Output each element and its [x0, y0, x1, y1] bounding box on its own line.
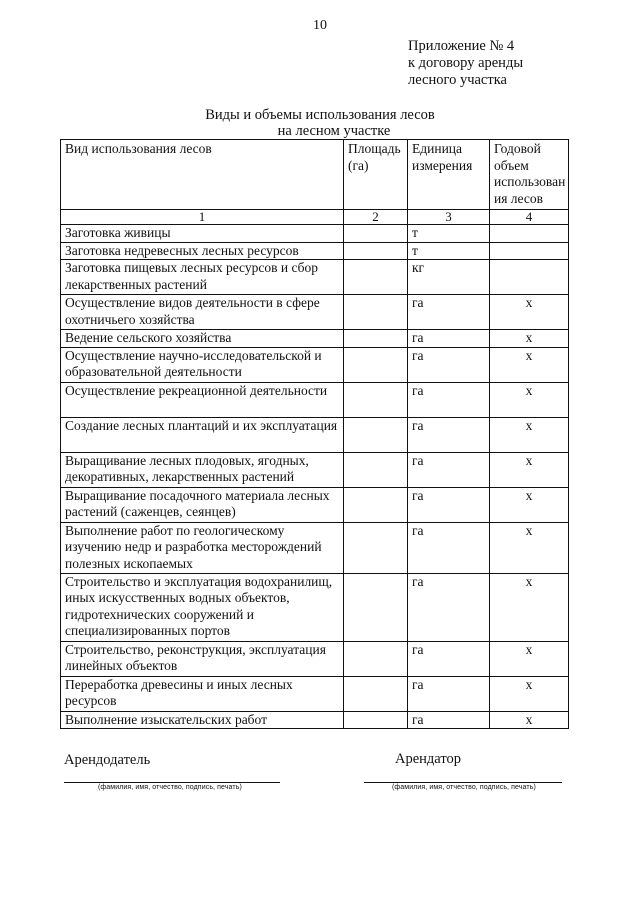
row-use-type: Ведение сельского хозяйства: [61, 330, 344, 348]
row-unit: га: [408, 522, 490, 573]
title-line-2: на лесном участке: [277, 123, 391, 139]
lessor-signature-line: [64, 782, 280, 783]
row-annual-volume: [490, 225, 569, 243]
header-annual-volume: Годовой объем использован ия лесов: [490, 140, 569, 210]
row-use-type: Выполнение работ по геологическому изучению недр и разработка месторождений полезных ископаемых: [61, 522, 344, 573]
row-unit: т: [408, 242, 490, 260]
row-annual-volume: х: [490, 573, 569, 641]
table-row: [61, 711, 569, 729]
row-use-type: Строительство и эксплуатация водохранилищ, иных искусственных водных объектов, гидротехнических сооружений и специализированных портов: [61, 573, 344, 641]
table-row: [61, 573, 569, 641]
table-row: [61, 330, 569, 348]
lessee-signature-line: [364, 782, 562, 783]
row-annual-volume: [490, 242, 569, 260]
row-unit: га: [408, 487, 490, 522]
row-unit: га: [408, 641, 490, 676]
header-unit: Единица измерения: [408, 140, 490, 210]
table-row: [61, 260, 569, 295]
header-use-type: Вид использования лесов: [61, 140, 344, 210]
appendix-line-3: лесного участка: [408, 72, 507, 88]
row-area: [344, 641, 408, 676]
row-annual-volume: х: [490, 347, 569, 382]
row-use-type: Выращивание посадочного материала лесных растений (саженцев, сеянцев): [61, 487, 344, 522]
row-annual-volume: х: [490, 641, 569, 676]
column-number-row: [61, 210, 569, 225]
row-use-type: Создание лесных плантаций и их эксплуатация: [61, 417, 344, 452]
row-area: [344, 417, 408, 452]
table-header-row: [61, 140, 569, 210]
page-number: 10: [313, 18, 327, 33]
row-annual-volume: х: [490, 417, 569, 452]
row-area: [344, 522, 408, 573]
row-unit: т: [408, 225, 490, 243]
row-area: [344, 573, 408, 641]
row-area: [344, 242, 408, 260]
row-unit: га: [408, 295, 490, 330]
header-area: Площадь (га): [344, 140, 408, 210]
table-row: [61, 641, 569, 676]
row-use-type: Переработка древесины и иных лесных ресурсов: [61, 676, 344, 711]
row-area: [344, 225, 408, 243]
title-line-1: Виды и объемы использования лесов: [205, 107, 435, 123]
row-annual-volume: х: [490, 522, 569, 573]
appendix-line-2: к договору аренды: [408, 55, 524, 71]
forest-use-table: [60, 139, 569, 729]
row-unit: га: [408, 452, 490, 487]
row-unit: га: [408, 711, 490, 729]
row-annual-volume: х: [490, 487, 569, 522]
lessor-label: Арендодатель: [64, 752, 151, 768]
row-use-type: Заготовка живицы: [61, 225, 344, 243]
lessee-label: Арендатор: [395, 751, 462, 767]
document-title: [0, 107, 640, 139]
column-number: 2: [344, 210, 408, 225]
row-use-type: Строительство, реконструкция, эксплуатация линейных объектов: [61, 641, 344, 676]
row-area: [344, 487, 408, 522]
row-unit: га: [408, 417, 490, 452]
row-use-type: Заготовка недревесных лесных ресурсов: [61, 242, 344, 260]
row-use-type: Осуществление видов деятельности в сфере охотничьего хозяйства: [61, 295, 344, 330]
row-area: [344, 330, 408, 348]
row-annual-volume: х: [490, 330, 569, 348]
row-unit: га: [408, 676, 490, 711]
row-annual-volume: х: [490, 295, 569, 330]
table-row: [61, 452, 569, 487]
table-row: [61, 295, 569, 330]
row-use-type: Выращивание лесных плодовых, ягодных, декоративных, лекарственных растений: [61, 452, 344, 487]
row-annual-volume: х: [490, 676, 569, 711]
row-unit: га: [408, 573, 490, 641]
row-unit: га: [408, 330, 490, 348]
table-row: [61, 676, 569, 711]
row-use-type: Осуществление рекреационной деятельности: [61, 382, 344, 417]
row-use-type: Осуществление научно-исследовательской и образовательной деятельности: [61, 347, 344, 382]
row-area: [344, 452, 408, 487]
table-row: [61, 417, 569, 452]
row-use-type: Выполнение изыскательских работ: [61, 711, 344, 729]
appendix-header: [408, 38, 523, 89]
table-row: [61, 225, 569, 243]
table-row: [61, 347, 569, 382]
lessor-signature-caption: (фамилия, имя, отчество, подпись, печать): [98, 784, 242, 791]
table-row: [61, 522, 569, 573]
row-annual-volume: х: [490, 711, 569, 729]
lessee-signature-caption: (фамилия, имя, отчество, подпись, печать): [392, 784, 536, 791]
table-row: [61, 242, 569, 260]
row-area: [344, 711, 408, 729]
row-area: [344, 676, 408, 711]
row-annual-volume: х: [490, 452, 569, 487]
row-area: [344, 260, 408, 295]
row-use-type: Заготовка пищевых лесных ресурсов и сбор лекарственных растений: [61, 260, 344, 295]
column-number: 4: [490, 210, 569, 225]
table-row: [61, 487, 569, 522]
row-unit: га: [408, 382, 490, 417]
row-annual-volume: х: [490, 382, 569, 417]
row-area: [344, 347, 408, 382]
row-area: [344, 295, 408, 330]
column-number: 3: [408, 210, 490, 225]
row-unit: га: [408, 347, 490, 382]
table-row: [61, 382, 569, 417]
column-number: 1: [61, 210, 344, 225]
row-annual-volume: [490, 260, 569, 295]
row-unit: кг: [408, 260, 490, 295]
appendix-line-1: Приложение № 4: [408, 38, 515, 54]
row-area: [344, 382, 408, 417]
